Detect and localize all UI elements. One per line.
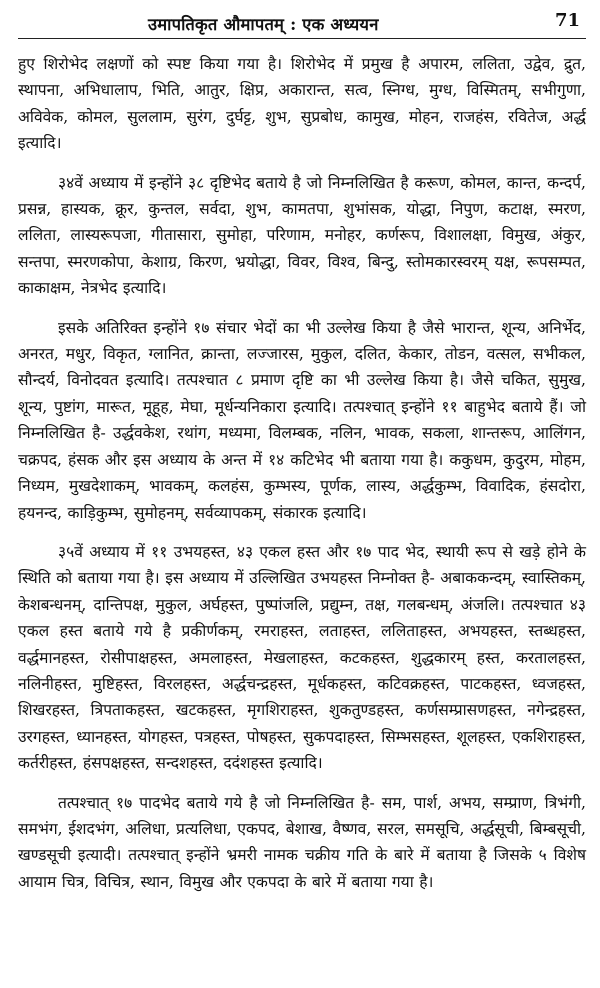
paragraph-padabheda: तत्पश्चात् १७ पादभेद बताये गये है जो निम्नलिखित है- सम, पार्श, अभय, सम्प्राण, त्रिभंगी, समभंग, ईशदभंग, अलिधा, प्रत्यलिधा, एकपद, बेशाख, वैष्णव, सरल, समसूचि, अर्द्धसूची, बिम्बसूची, खण्डसूची इत्यादी। तत्पश्चात् इन्होंने भ्रमरी नामक चक्रीय गति के बारे में बताया है जिसके ५ विशेष आयाम चित्र, विचित्र, स्थान, विमुख और एकपदा के बारे में बताया गया है। [18, 793, 586, 891]
page-number: 71 [554, 10, 580, 31]
paragraph-sanchara-bahubheda: इसके अतिरिक्त इन्होंने १७ संचार भेदों का भी उल्लेख किया है जैसे भारान्त, शून्य, अनिर्भेद, अनरत, मधुर, विकृत, ग्लानित, क्रान्ता, लज्जारस, मुकुल, दलित, केकार, तोडन, वत्सल, सभीकल, सौन्दर्य, विनोदवत इत्यादि। तत्पश्चात ८ प्रमाण दृष्टि का भी उल्लेख किया है। जैसे चकित, सुमुख, शून्य, पुष्टांग, मारूत, मूहूह, मेघा, मूर्धन्यनिकारा इत्यादि। तत्पश्चात् इन्होंने ११ बाहुभेद बताये हैं। जो निम्नलिखित है- उर्द्धवकेश, रथांग, मध्यमा, विलम्बक, नलिन, भावक, सकला, शान्तरूप, आलिंगन, चक्रपद, हंसक और इस अध्याय के अन्त में १४ कटिभेद भी बताया गया है। ककुधम, कुदुरम, मोहम, निध्यम, मुखदेशाकम्, भावकम्, कलहंस, कुम्भस्य, पूर्णक, लास्य, अर्द्धकुम्भ, विवादिक, हंसदोरा, हयनन्द, काड़िकुम्भ, सुमोहनम्, सर्वव्यापकम्, संकारक इत्यादि। [18, 318, 586, 522]
paragraph-hasta-bheda: ३५वें अध्याय में ११ उभयहस्त, ४३ एकल हस्त और १७ पाद भेद, स्थायी रूप से खड़े होने के स्थिति को बताया गया है। इस अध्याय में उल्लिखित उभयहस्त निम्नोक्त है- अबाककन्दम्, स्वास्तिकम्, केशबन्धनम्, दान्तिपक्ष, मुकुल, अर्घहस्त, पुष्पांजलि, प्रद्युम्न, तक्ष, गलबन्धम्, अंजलि। तत्पश्चात ४३ एकल हस्त बताये गये है प्रकीर्णकम्, रमराहस्त, लताहस्त, ललिताहस्त, अभयहस्त, स्तब्धहस्त, वर्द्धमानहस्त, रोसीपाक्षहस्त, अमलाहस्त, मेखलाहस्त, कटकहस्त, शुद्धकारम् हस्त, करतालहस्त, नलिनीहस्त, मुष्टिहस्त, विरलहस्त, अर्द्धचन्द्रहस्त, मूर्धकहस्त, कटिवक्रहस्त, पाटकहस्त, ध्वजहस्त, शिखरहस्त, त्रिपताकहस्त, खटकहस्त, मृगशिराहस्त, शुकतुण्डहस्त, कर्णसम्प्रासणहस्त, नगेन्द्रहस्त, उरगहस्त, ध्यानहस्त, योगहस्त, पत्रहस्त, पोषहस्त, सुकपदाहस्त, सिम्भसहस्त, शूलहस्त, एकशिराहस्त, कर्तरीहस्त, हंसपक्षहस्त, सन्दशहस्त, ददंशहस्त इत्यादि। [18, 542, 586, 773]
paragraph-drishtibheda: ३४वें अध्याय में इन्होंने ३८ दृष्टिभेद बताये है जो निम्नलिखित है करूण, कोमल, कान्त, कन्दर्प, प्रसन्न, हास्यक, क्रूर, कुन्तल, सर्वदा, शुभ, कामतपा, शुभांसक, योद्धा, निपुण, कटाक्ष, स्मरण, ललिता, लास्यरूपजा, गीतासारा, सुमोहा, परिणाम, मनोहर, कर्णरूप, विशालक्षा, विमुख, अंकुर, सन्तपा, स्मरणकोपा, केशाग्र, किरण, भ्रयोद्धा, विवर, विश्व, बिन्दु, स्तोमकारस्वरम् यक्ष, रूपसम्पत, काकाक्षम, नेत्रभेद इत्यादि। [18, 173, 586, 298]
page-header [18, 4, 586, 39]
running-title: उमापतिकृत औमापतम् : एक अध्ययन [148, 15, 379, 34]
page-body [18, 51, 586, 895]
paragraph-shirobheda: हुए शिरोभेद लक्षणों को स्पष्ट किया गया है। शिरोभेद में प्रमुख है अपारम, ललिता, उद्वेव, द्रुत, स्थापना, अभिधालाप, भिति, आतुर, क्षिप्र, अकारान्त, सत्व, स्निग्ध, मुग्ध, विस्मितम्, सभीगुणा, अविवेक, कोमल, सुललाम, सुरंग, दुर्घट्ट, शुभ, सुप्रबोध, कामुख, मोहन, राजहंस, रवितेज, अर्द्ध इत्यादि। [18, 55, 586, 153]
